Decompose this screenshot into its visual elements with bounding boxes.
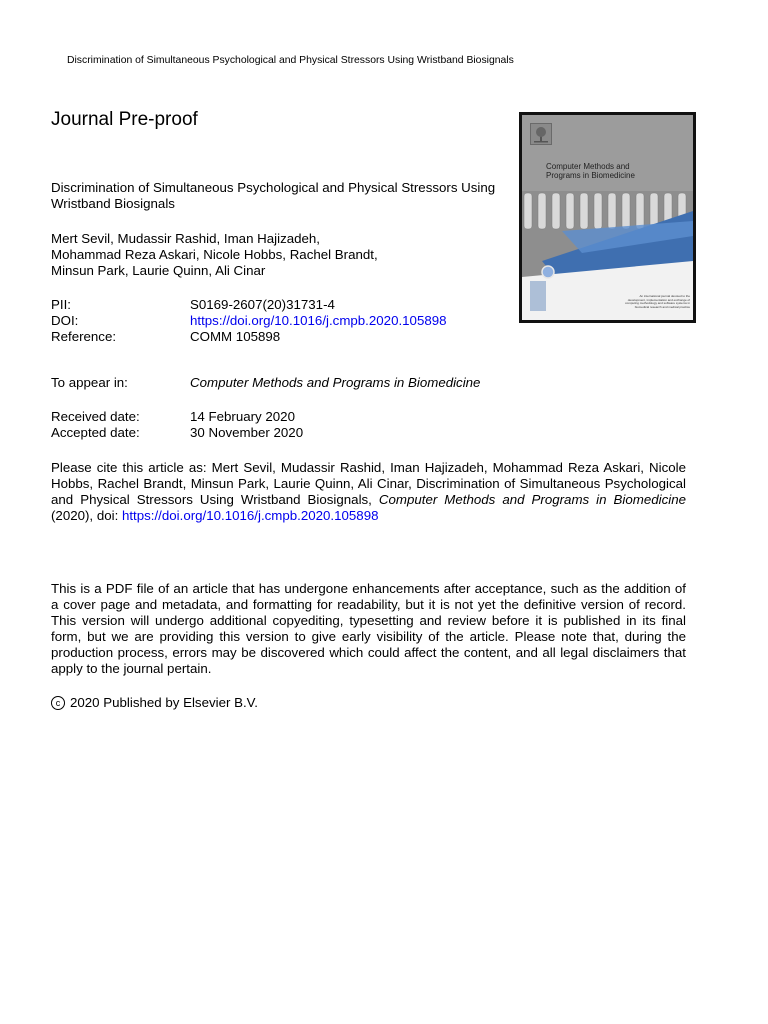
- preproof-disclaimer: This is a PDF file of an article that has undergone enhancements after acceptance, such as the addition of a cover page and metadata, and formatting for readability, but it is not yet the definitive version of record. This version will undergo additional copyediting, typesetting and review before it is published in its final form, but we are providing this version to give early visibility of the article. Please note that, during the production process, errors may be discovered which could affect the content, and all legal disclaimers that apply to the journal pertain.: [51, 581, 686, 676]
- cover-title-line: Programs in Biomedicine: [546, 171, 635, 180]
- copyright-text: 2020 Published by Elsevier B.V.: [70, 695, 259, 710]
- elsevier-tree-icon: [530, 123, 552, 145]
- cover-title-line: Computer Methods and: [546, 162, 630, 171]
- citation-year-doi: (2020), doi:: [51, 508, 119, 523]
- citation-notice: [51, 460, 686, 524]
- pii-value: S0169-2607(20)31731-4: [190, 297, 335, 312]
- pii-label: PII:: [51, 297, 71, 312]
- copyright-notice: [51, 695, 258, 711]
- copyright-icon: c: [51, 696, 65, 710]
- accepted-date-label: Accepted date:: [51, 425, 140, 440]
- cover-blurb: An international journal devoted to the development, implementation and exchange of computing methodology and software systems in biomedical research and medical practice: [625, 294, 690, 309]
- reference-value: COMM 105898: [190, 329, 281, 344]
- running-header: Discrimination of Simultaneous Psychological and Physical Stressors Using Wristband Biosignals: [67, 55, 514, 66]
- reference-label: Reference:: [51, 329, 117, 344]
- received-date: 14 February 2020: [190, 409, 295, 424]
- author-line: Mohammad Reza Askari, Nicole Hobbs, Rachel Brandt,: [51, 247, 378, 262]
- cover-panel: [522, 115, 693, 320]
- doi-label: DOI:: [51, 313, 79, 328]
- citation-doi-link[interactable]: https://doi.org/10.1016/j.cmpb.2020.105898: [121, 508, 379, 523]
- received-date-label: Received date:: [51, 409, 140, 424]
- appear-in-label: To appear in:: [51, 375, 128, 390]
- author-line: Minsun Park, Laurie Quinn, Ali Cinar: [51, 263, 266, 278]
- author-line: Mert Sevil, Mudassir Rashid, Iman Hajizadeh,: [51, 231, 320, 246]
- citation-journal: Computer Methods and Programs in Biomedicine: [378, 492, 686, 507]
- accepted-date: 30 November 2020: [190, 425, 304, 440]
- journal-cover-image: [519, 112, 696, 323]
- tree-logo-icon: [531, 124, 551, 144]
- journal-preproof-label: Journal Pre-proof: [51, 109, 198, 130]
- doi-link[interactable]: https://doi.org/10.1016/j.cmpb.2020.105898: [190, 313, 447, 328]
- cover-journal-title: [546, 162, 676, 180]
- article-title: Discrimination of Simultaneous Psychological and Physical Stressors Using Wristband Biosignals: [51, 180, 496, 211]
- journal-name: Computer Methods and Programs in Biomedicine: [190, 375, 481, 390]
- citation-text: Please cite this article as: Mert Sevil, Mudassir Rashid, Iman Hajizadeh, Mohammad Reza Askari, Nicole Hobbs, Rachel Brandt, Minsun Park, Laurie Quinn, Ali Cinar, Discrimination of Simultaneous Psychological and Physical Stressors Using Wristband Biosignals,: [51, 460, 686, 507]
- author-list: [51, 231, 501, 279]
